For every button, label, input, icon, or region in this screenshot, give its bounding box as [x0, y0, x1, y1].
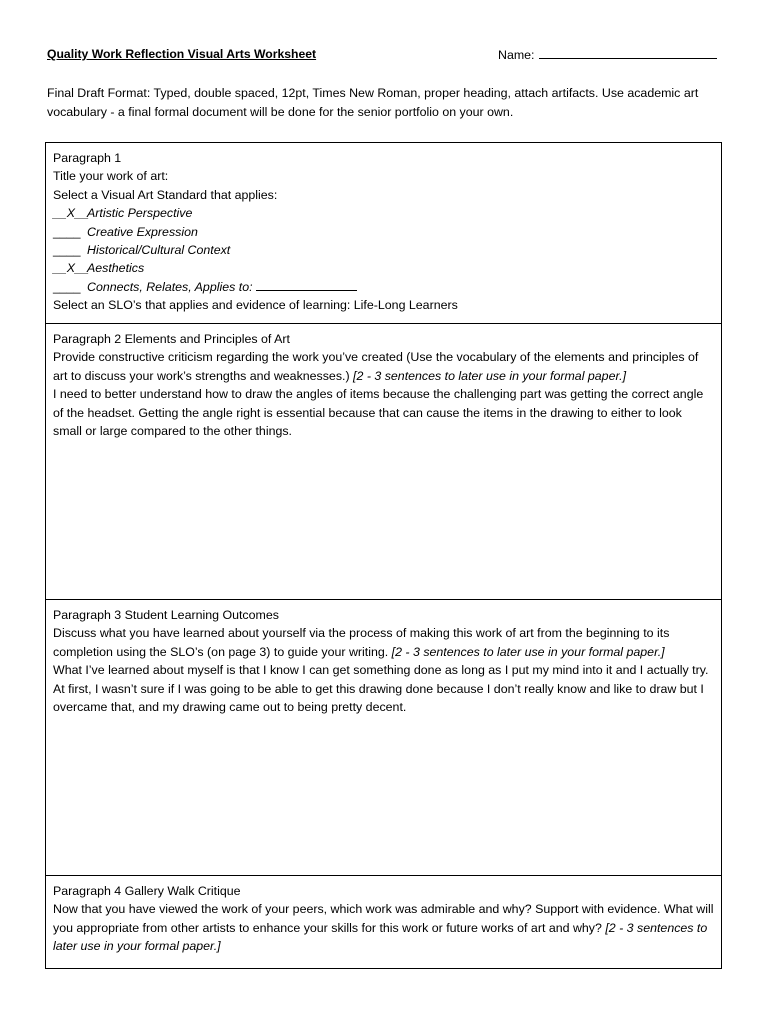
standard-option[interactable]: [53, 278, 714, 296]
paragraph-2-prompt-block: [53, 348, 714, 385]
paragraph-4-prompt: Now that you have viewed the work of your peers, which work was admirable and why? Support with evidence. What will you appropriate from other artists to enhance your skills for this work or future works of art and why?: [53, 902, 714, 935]
standard-option[interactable]: [53, 259, 714, 277]
standard-label: Aesthetics: [87, 261, 145, 276]
paragraph-2-answer[interactable]: I need to better understand how to draw the angles of items because the challenging part was getting the correct angle of the headset. Getting the angle right is essential because that can cause the items in the drawing to either to look small or large compared to the other things.: [53, 387, 704, 439]
paragraph-2-heading: Paragraph 2 Elements and Principles of Art: [53, 332, 290, 346]
standard-label: Artistic Perspective: [87, 206, 193, 221]
paragraph-4-cell: [46, 875, 721, 970]
standard-prompt: Select a Visual Art Standard that applies:: [53, 187, 278, 202]
standard-mark: __X__: [53, 261, 89, 276]
paragraph-3-heading: Paragraph 3 Student Learning Outcomes: [53, 608, 279, 622]
intro-instructions: Final Draft Format: Typed, double spaced, 12pt, Times New Roman, proper heading, attach artifacts. Use academic art vocabulary - a final formal document will be done for the senior portfolio on your own.: [47, 86, 699, 119]
worksheet-title: Quality Work Reflection Visual Arts Worksheet: [47, 47, 317, 61]
standard-option[interactable]: [53, 223, 714, 241]
standard-label: Connects, Relates, Applies to:: [87, 279, 253, 294]
slo-prompt: Select an SLO’s that applies and evidence of learning: Life-Long Learners: [53, 298, 458, 313]
standard-label: Historical/Cultural Context: [87, 243, 231, 258]
standard-mark: ____: [53, 279, 81, 294]
paragraph-3-prompt-block: [53, 624, 714, 661]
standard-mark: ____: [53, 243, 81, 258]
paragraph-4-heading: Paragraph 4 Gallery Walk Critique: [53, 884, 241, 898]
paragraph-2-prompt: Provide constructive criticism regarding the work you’ve created (Use the vocabulary of the elements and principles of art to discuss your work’s strengths and weaknesses.): [53, 350, 699, 383]
paragraph-4-prompt-block: [53, 900, 714, 955]
paragraph-1-cell: [46, 143, 721, 323]
paragraph-3-prompt: Discuss what you have learned about yourself via the process of making this work of art from the beginning to its completion using the SLO’s (on page 3) to guide your writing.: [53, 626, 670, 659]
title-prompt: Title your work of art:: [53, 169, 169, 184]
paragraph-2-cell: [46, 323, 721, 599]
name-label: Name:: [498, 48, 535, 62]
paragraph-3-answer[interactable]: What I’ve learned about myself is that I know I can get something done as long as I put my mind into it and I actually try. At first, I wasn’t sure if I was going to be able to get this drawing done because I don’t really know and like to draw but I overcame that, and my drawing came out to being pretty decent.: [53, 663, 709, 715]
paragraph-3-note: [2 - 3 sentences to later use in your formal paper.]: [391, 644, 665, 659]
standard-option[interactable]: [53, 204, 714, 222]
standard-mark: ____: [53, 224, 81, 239]
reflection-table: [45, 142, 722, 969]
standard-option[interactable]: [53, 241, 714, 259]
paragraph-3-cell: [46, 599, 721, 875]
paragraph-2-note: [2 - 3 sentences to later use in your formal paper.]: [353, 368, 627, 383]
standard-mark: __X__: [53, 206, 89, 221]
name-field[interactable]: [498, 45, 717, 64]
name-blank-line[interactable]: [539, 45, 717, 59]
applies-to-blank[interactable]: [256, 278, 357, 291]
standard-label: Creative Expression: [87, 224, 198, 239]
paragraph-1-heading: Paragraph 1: [53, 151, 122, 165]
paragraph-4-note: [2 - 3 sentences to later use in your formal paper.]: [53, 920, 708, 954]
